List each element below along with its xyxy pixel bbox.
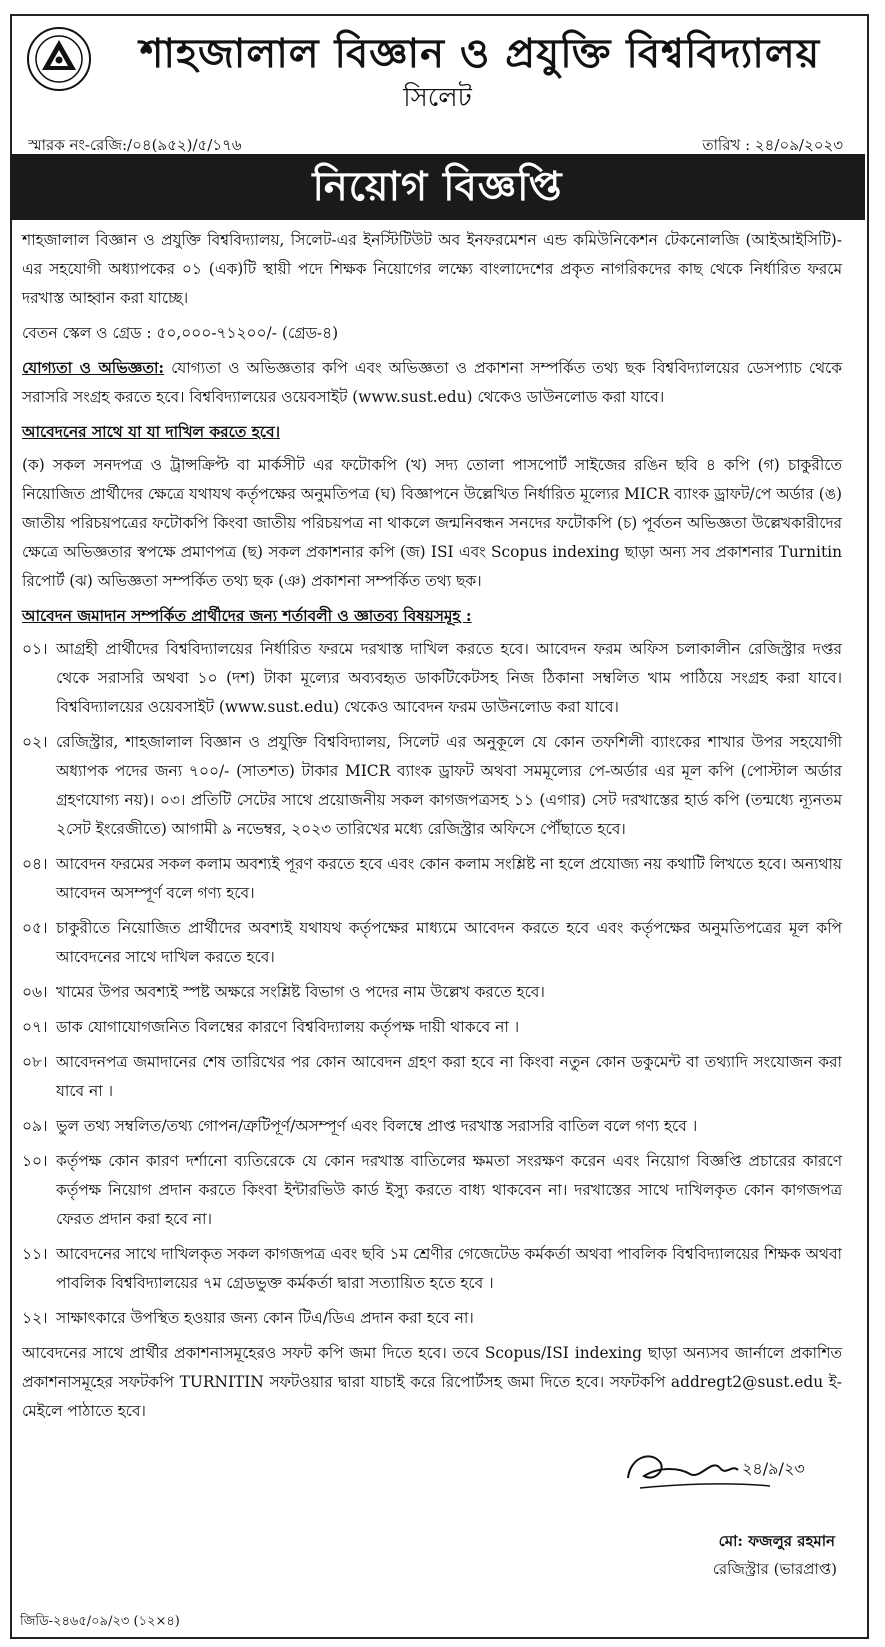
qualification-text: যোগ্যতা ও অভিজ্ঞতার কপি এবং অভিজ্ঞতা ও প্রকাশনা সম্পর্কিত তথ্য ছক বিশ্ববিদ্যালয়ের ডেসপ্যাচ থেকে সরাসরি সংগ্রহ করতে হবে। বিশ্ববিদ্যালয়ের ওয়েবসাইট (www.sust.edu) থেকেও ডাউনলোড করা যাবে। — [22, 359, 842, 406]
condition-item: ০৬। খামের উপর অবশ্যই স্পষ্ট অক্ষরে সংশ্লিষ্ট বিভাগ ও পদের নাম উল্লেখ করতে হবে। — [22, 983, 545, 1001]
signatory-designation: রেজিস্ট্রার (ভারপ্রাপ্ত) — [712, 1560, 837, 1578]
condition-item: ০৮। আবেদনপত্র জমাদানের শেষ তারিখের পর কোন আবেদন গ্রহণ করা হবে না কিংবা নতুন কোন ডকুমেন্ট বা তথ্যাদি সংযোজন করা যাবে না । — [22, 1053, 842, 1100]
qualification-paragraph — [22, 354, 842, 412]
conditions-heading: আবেদন জমাদান সম্পর্কিত প্রার্থীদের জন্য শর্তাবলী ও জ্ঞাতব্য বিষয়সমূহ : — [22, 607, 472, 625]
softcopy-note: আবেদনের সাথে প্রার্থীর প্রকাশনাসমূহেরও সফট কপি জমা দিতে হবে। তবে Scopus/ISI indexing ছাড়া অন্যসব জার্নালে প্রকাশিত প্রকাশনাসমূহের সফটকপি TURNITIN সফটওয়ার দ্বারা যাচাই করে রিপোর্টসহ জমা দিতে হবে। সফটকপি addregt2@sust.edu ই-মেইলে পাঠাতে হবে। — [22, 1344, 842, 1420]
letterhead — [10, 18, 865, 154]
university-name: শাহজালাল বিজ্ঞান ও প্রযুক্তি বিশ্ববিদ্যালয় — [139, 30, 821, 77]
notice-title: নিয়োগ বিজ্ঞপ্তি — [10, 154, 865, 220]
condition-item: ০৭। ডাক যোগাযোগজনিত বিলম্বের কারণে বিশ্ববিদ্যালয় কর্তৃপক্ষ দায়ী থাকবে না । — [22, 1018, 520, 1036]
condition-item: ০১। আগ্রহী প্রার্থীদের বিশ্ববিদ্যালয়ের নির্ধারিত ফরমে দরখাস্ত দাখিল করতে হবে। আবেদন ফরম অফিস চলাকালীন রেজিস্ট্রার দপ্তর থেকে সরাসরি অথবা ১০ (দশ) টাকা মূল্যের অব্যবহৃত ডাকটিকেটসহ নিজ ঠিকানা সম্বলিত খাম পাঠিয়ে সংগ্রহ করা যাবে। বিশ্ববিদ্যালয়ের ওয়েবসাইট (www.sust.edu) থেকেও আবেদন ফরম ডাউনলোড করা যাবে। — [22, 640, 842, 716]
city-name: সিলেট — [403, 83, 472, 113]
condition-item: ০৫। চাকুরীতে নিয়োজিত প্রার্থীদের অবশ্যই যথাযথ কর্তৃপক্ষের মাধ্যমে আবেদন করতে হবে এবং কর্তৃপক্ষের অনুমতিপত্রের মূল কপি আবেদনের সাথে দাখিল করতে হবে। — [22, 919, 842, 966]
signatory-name: মো: ফজলুর রহমান — [718, 1532, 835, 1550]
condition-item: ১০। কর্তৃপক্ষ কোন কারণ দর্শানো ব্যতিরেকে যে কোন দরখাস্ত বাতিলের ক্ষমতা সংরক্ষণ করেন এবং নিয়োগ বিজ্ঞপ্তি প্রচারের কারণে কর্তৃপক্ষ নিয়োগ প্রদান করতে কিংবা ইন্টারভিউ কার্ড ইস্যু করতে বাধ্য থাকবেন না। দরখাস্তের সাথে দাখিলকৃত কোন কাগজপত্র ফেরত প্রদান করা হবে না। — [22, 1152, 842, 1228]
signature-mark — [620, 1438, 820, 1500]
intro-paragraph: শাহজালাল বিজ্ঞান ও প্রযুক্তি বিশ্ববিদ্যালয়, সিলেট-এর ইনস্টিটিউট অব ইনফরমেশন এন্ড কমিউনিকেশন টেকনোলজি (আইআইসিটি)-এর সহযোগী অধ্যাপকের ০১ (এক)টি স্থায়ী পদে শিক্ষক নিয়োগের লক্ষ্যে বাংলাদেশের প্রকৃত নাগরিকদের কাছ থেকে নির্ধারিত ফরমে দরখাস্ত আহ্বান করা যাচ্ছে। — [22, 231, 842, 307]
condition-item: ০৯। ভুল তথ্য সম্বলিত/তথ্য গোপন/ত্রুটিপূর্ণ/অসম্পূর্ণ এবং বিলম্বে প্রাপ্ত দরখাস্ত সরাসরি বাতিল বলে গণ্য হবে । — [22, 1117, 698, 1135]
attachments-heading: আবেদনের সাথে যা যা দাখিল করতে হবে। — [22, 423, 281, 441]
salary-line: বেতন স্কেল ও গ্রেড : ৫০,০০০-৭১২০০/- (গ্রেড-৪) — [22, 324, 339, 342]
notice-date: তারিখ : ২৪/০৯/২০২৩ — [702, 136, 843, 154]
condition-item: ১১। আবেদনের সাথে দাখিলকৃত সকল কাগজপত্র এবং ছবি ১ম শ্রেণীর গেজেটেড কর্মকর্তা অথবা পাবলিক বিশ্ববিদ্যালয়ের শিক্ষক অথবা পাবলিক বিশ্ববিদ্যালয়ের ৭ম গ্রেডভুক্ত কর্মকর্তা দ্বারা সত্যায়িত হতে হবে । — [22, 1245, 842, 1292]
condition-item: ১২। সাক্ষাৎকারে উপস্থিত হওয়ার জন্য কোন টিএ/ডিএ প্রদান করা হবে না। — [22, 1309, 474, 1327]
qualification-lead: যোগ্যতা ও অভিজ্ঞতা: — [22, 359, 165, 377]
condition-item: ০৪। আবেদন ফরমের সকল কলাম অবশ্যই পূরণ করতে হবে এবং কোন কলাম সংশ্লিষ্ট না হলে প্রযোজ্য নয় কথাটি লিখতে হবে। অন্যথায় আবেদন অসম্পূর্ণ বলে গণ্য হবে। — [22, 855, 842, 902]
attachments-paragraph: (ক) সকল সনদপত্র ও ট্রান্সক্রিপ্ট বা মার্কসীট এর ফটোকপি (খ) সদ্য তোলা পাসপোর্ট সাইজের রঙিন ছবি ৪ কপি (গ) চাকুরীতে নিয়োজিত প্রার্থীদের ক্ষেত্রে যথাযথ কর্তৃপক্ষের অনুমতিপত্র (ঘ) বিজ্ঞাপনে উল্লেখিত নির্ধারিত মূল্যের MICR ব্যাংক ড্রাফট/পে অর্ডার (ঙ) জাতীয় পরিচয়পত্রের ফটোকপি কিংবা জাতীয় পরিচয়পত্র না থাকলে জন্মনিবন্ধন সনদের ফটোকপি (চ) পূর্বতন অভিজ্ঞতা উল্লেখকারীদের ক্ষেত্রে অভিজ্ঞতার স্বপক্ষে প্রমাণপত্র (ছ) সকল প্রকাশনার কপি (জ) ISI এবং Scopus indexing ছাড়া অন্য সব প্রকাশনার Turnitin রিপোর্ট (ঝ) অভিজ্ঞতা সম্পর্কিত তথ্য ছক (ঞ) প্রকাশনা সম্পর্কিত তথ্য ছক। — [22, 456, 842, 590]
memo-number: স্মারক নং-রেজি:/০৪(৯৫২)/৫/১৭৬ — [28, 136, 242, 154]
gd-number: জিডি-২৪৬৫/০৯/২৩ (১২×৪) — [20, 1614, 180, 1629]
signature-date: ২৪/৯/২৩ — [742, 1459, 805, 1478]
condition-item: ০২। রেজিস্ট্রার, শাহজালাল বিজ্ঞান ও প্রযুক্তি বিশ্ববিদ্যালয়, সিলেট এর অনুকূলে যে কোন তফশিলী ব্যাংকের শাখার উপর সহযোগী অধ্যাপক পদের জন্য ৭০০/- (সাতশত) টাকার MICR ব্যাংক ড্রাফট অথবা সমমূল্যের পে-অর্ডার এর মূল কপি (পোস্টাল অর্ডার গ্রহণযোগ্য নয়)। ০৩। প্রতিটি সেটের সাথে প্রয়োজনীয় সকল কাগজপত্রসহ ১১ (এগার) সেট দরখাস্তের হার্ড কপি (তন্মধ্যে ন্যূনতম ২সেট ইংরেজীতে) আগামী ৯ নভেম্বর, ২০২৩ তারিখের মধ্যে রেজিস্ট্রার অফিসে পৌঁছাতে হবে। — [22, 733, 842, 838]
notice-body — [22, 226, 842, 1432]
